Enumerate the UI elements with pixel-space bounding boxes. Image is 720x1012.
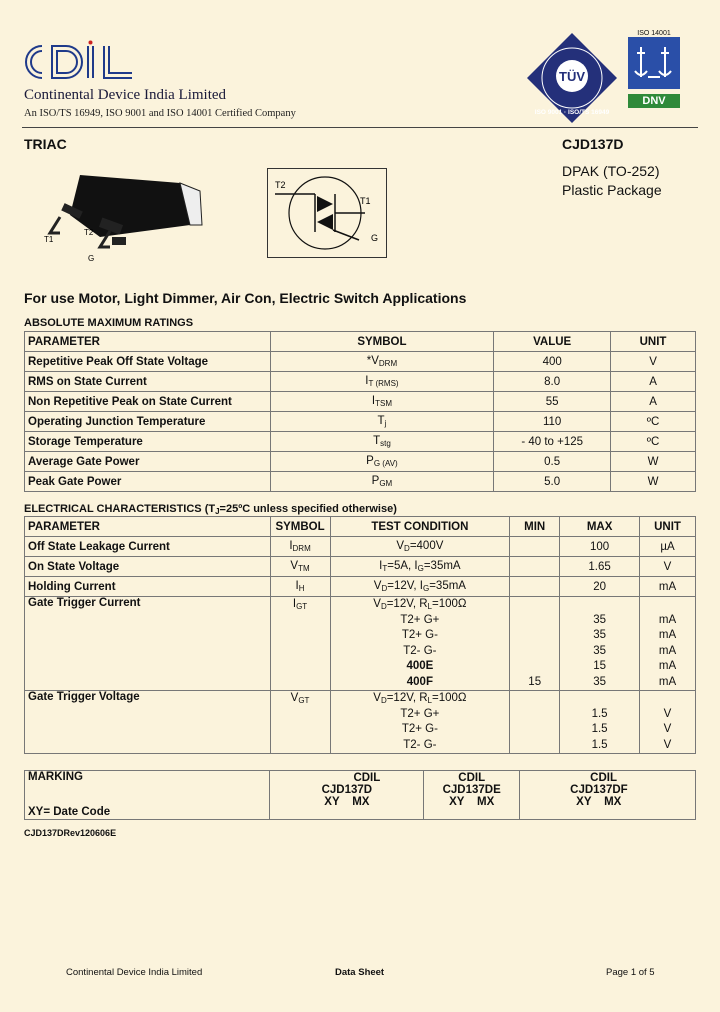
elec-symbol: $I_{GT}$	[270, 597, 330, 691]
date-code-note: XY= Date Code	[28, 806, 111, 818]
gate-min-line	[513, 628, 556, 644]
elec-condition: $V_D=400V$	[330, 537, 510, 557]
abs-row	[25, 472, 696, 492]
gate-max-line: 35	[593, 613, 606, 626]
footer-title: Data Sheet	[335, 967, 385, 978]
applications-heading: For use Motor, Light Dimmer, Air Con, Electric Switch Applications	[24, 290, 467, 306]
abs-value: 8.0	[494, 372, 611, 392]
abs-unit: ºC	[611, 412, 696, 432]
iso14001-label: ISO 14001	[637, 30, 671, 37]
elec-unit: mA	[640, 577, 696, 597]
abs-value: 55	[494, 392, 611, 412]
abs-row	[25, 432, 696, 452]
gate-trigger-voltage-row	[25, 691, 696, 754]
elec-max: 100	[560, 537, 640, 557]
tuv-ring-text: ISO 9001 · ISO/TS 16949	[534, 109, 610, 116]
abs-max-table	[24, 331, 696, 492]
gate-cond-line: T2- G-	[403, 644, 437, 657]
gate-cond-line: T2+ G+	[400, 613, 440, 626]
elec-row	[25, 537, 696, 557]
abs-symbol: $T_j$	[270, 412, 494, 432]
abs-unit: W	[611, 472, 696, 492]
abs-symbol: $P_{G (AV)}$	[270, 452, 494, 472]
logo-text: CDIL	[22, 40, 25, 41]
elec-col-min: MIN	[510, 517, 560, 537]
abs-symbol: $T_{stg}$	[270, 432, 494, 452]
abs-col-unit: UNIT	[611, 332, 696, 352]
elec-param: On State Voltage	[25, 557, 271, 577]
elec-min	[510, 691, 560, 754]
gate-cond-line: T2- G-	[403, 738, 437, 751]
elec-unit	[640, 597, 696, 691]
abs-col-parameter: PARAMETER	[25, 332, 271, 352]
abs-param: Average Gate Power	[25, 452, 271, 472]
elec-condition: $V_D=12V$, $I_G=35mA$	[330, 577, 510, 597]
elec-unit: µA	[640, 537, 696, 557]
abs-unit: A	[611, 392, 696, 412]
abs-symbol: $*V_{DRM}$	[270, 352, 494, 372]
marking-label-cell	[25, 771, 270, 820]
footer-company: Continental Device India Limited	[66, 967, 203, 978]
part-number: CJD137D	[562, 136, 624, 152]
abs-row	[25, 392, 696, 412]
gate-trigger-current-row	[25, 597, 696, 691]
tuv-text: TÜV	[559, 69, 585, 84]
gate-max-line: 15	[593, 660, 606, 672]
elec-col-unit: UNIT	[640, 517, 696, 537]
sym-pin-g: G	[371, 233, 379, 243]
gate-max-line: 35	[593, 675, 606, 688]
abs-value: 0.5	[494, 452, 611, 472]
gate-cond-line: T2+ G-	[401, 629, 438, 641]
triac-symbol-diagram	[267, 168, 387, 258]
pkg-pin-g: G	[88, 254, 95, 263]
dnv-anchor-icon	[628, 37, 680, 89]
gate-unit-line: V	[663, 707, 672, 720]
elec-min	[510, 557, 560, 577]
marking-col-3: CDIL CJD137DF XY MX	[520, 771, 696, 820]
dpak-package-drawing	[40, 165, 210, 265]
certification-line: An ISO/TS 16949, ISO 9001 and ISO 14001 Certified Company	[24, 108, 296, 119]
tuv-seal	[526, 32, 618, 124]
abs-symbol: $I_{T (RMS)}$	[270, 372, 494, 392]
abs-param: Peak Gate Power	[25, 472, 271, 492]
abs-col-symbol: SYMBOL	[270, 332, 494, 352]
abs-unit: W	[611, 452, 696, 472]
gate-min-line	[513, 613, 556, 629]
elec-row	[25, 577, 696, 597]
elec-col-max: MAX	[560, 517, 640, 537]
elec-condition: $I_T=5A$, $I_G=35mA$	[330, 557, 510, 577]
elec-min	[510, 597, 560, 691]
abs-value: 110	[494, 412, 611, 432]
elec-col-symbol: SYMBOL	[270, 517, 330, 537]
abs-param: Storage Temperature	[25, 432, 271, 452]
gate-cond-line: 400E	[406, 660, 434, 672]
elec-min	[510, 537, 560, 557]
gate-unit-line: mA	[658, 613, 677, 626]
gate-cond-line: T2+ G+	[400, 707, 440, 720]
elec-param: Holding Current	[25, 577, 271, 597]
sym-pin-t2: T2	[275, 180, 286, 190]
abs-unit: A	[611, 372, 696, 392]
abs-symbol: $I_{TSM}$	[270, 392, 494, 412]
elec-max	[560, 597, 640, 691]
elec-symbol: $V_{TM}$	[270, 557, 330, 577]
gate-unit-line: V	[663, 723, 672, 735]
marking-col-1: CDIL CJD137D XY MX	[270, 771, 424, 820]
pkg-pin-t2: T2	[84, 228, 94, 237]
gate-unit-line: V	[663, 738, 672, 751]
marking-label: MARKING	[28, 771, 83, 783]
elec-param: Gate Trigger Current	[25, 597, 271, 691]
gate-unit-line: mA	[658, 675, 677, 688]
abs-row	[25, 452, 696, 472]
gate-unit-line: mA	[658, 660, 677, 672]
abs-max-title: ABSOLUTE MAXIMUM RATINGS	[24, 317, 194, 329]
elec-param: Off State Leakage Current	[25, 537, 271, 557]
gate-max-line: 35	[593, 629, 606, 641]
revision-code: CJD137DRev120606E	[24, 828, 117, 838]
gate-min-line: 15	[528, 675, 542, 688]
gate-max-line: 1.5	[591, 723, 608, 735]
gate-max-line: 1.5	[591, 707, 608, 720]
abs-col-value: VALUE	[494, 332, 611, 352]
abs-value: 5.0	[494, 472, 611, 492]
gate-min-line	[513, 644, 556, 660]
abs-symbol: $P_{GM}$	[270, 472, 494, 492]
gate-cond-line: T2+ G-	[401, 723, 438, 735]
sym-pin-t1: T1	[360, 196, 371, 206]
gate-min-line	[513, 659, 556, 675]
elec-symbol: $I_{DRM}$	[270, 537, 330, 557]
elec-symbol: $I_H$	[270, 577, 330, 597]
abs-param: Non Repetitive Peak on State Current	[25, 392, 271, 412]
elec-max	[560, 691, 640, 754]
elec-condition: $V_D=12V$, $R_L=100\Omega$ T2+ G+ T2+ G- T2- G- 400E 400F	[330, 597, 510, 691]
abs-param: RMS on State Current	[25, 372, 271, 392]
elec-unit	[640, 691, 696, 754]
abs-row	[25, 372, 696, 392]
gate-max-line: 1.5	[591, 738, 608, 751]
elec-row	[25, 557, 696, 577]
elec-max: 20	[560, 577, 640, 597]
elec-param: Gate Trigger Voltage	[25, 691, 271, 754]
abs-value: - 40 to +125	[494, 432, 611, 452]
elec-col-parameter: PARAMETER	[25, 517, 271, 537]
header-divider	[22, 127, 698, 128]
dnv-label: DNV	[628, 94, 680, 108]
elec-col-condition: TEST CONDITION	[330, 517, 510, 537]
package-line-2: Plastic Package	[562, 182, 662, 198]
gate-min-line	[513, 738, 556, 754]
marking-table	[24, 770, 696, 820]
footer-page: Page 1 of 5	[606, 967, 655, 978]
cdil-logo	[22, 40, 137, 84]
gate-unit-line: mA	[658, 644, 677, 657]
abs-row	[25, 412, 696, 432]
package-info	[562, 162, 662, 200]
elec-table	[24, 516, 696, 754]
gate-max-line: 35	[593, 644, 606, 657]
gate-unit-line: mA	[658, 629, 677, 641]
abs-param: Operating Junction Temperature	[25, 412, 271, 432]
elec-symbol: $V_{GT}$	[270, 691, 330, 754]
elec-condition: $V_D=12V$, $R_L=100\Omega$ T2+ G+ T2+ G- T2- G-	[330, 691, 510, 754]
gate-min-line	[513, 707, 556, 723]
company-name: Continental Device India Limited	[24, 87, 227, 103]
abs-row	[25, 352, 696, 372]
gate-cond-line: 400F	[406, 675, 433, 688]
dnv-mark	[628, 30, 680, 108]
pkg-pin-t1: T1	[44, 235, 54, 244]
gate-min-line	[513, 722, 556, 738]
abs-param: Repetitive Peak Off State Voltage	[25, 352, 271, 372]
elec-title: ELECTRICAL CHARACTERISTICS ($T_J=25ºC$ unless specified otherwise)	[24, 503, 397, 516]
abs-value: 400	[494, 352, 611, 372]
elec-min	[510, 577, 560, 597]
package-line-1: DPAK (TO-252)	[562, 163, 660, 179]
elec-unit: V	[640, 557, 696, 577]
marking-col-2: CDIL CJD137DE XY MX	[424, 771, 520, 820]
elec-max: 1.65	[560, 557, 640, 577]
abs-unit: V	[611, 352, 696, 372]
device-type: TRIAC	[24, 136, 67, 152]
abs-unit: ºC	[611, 432, 696, 452]
